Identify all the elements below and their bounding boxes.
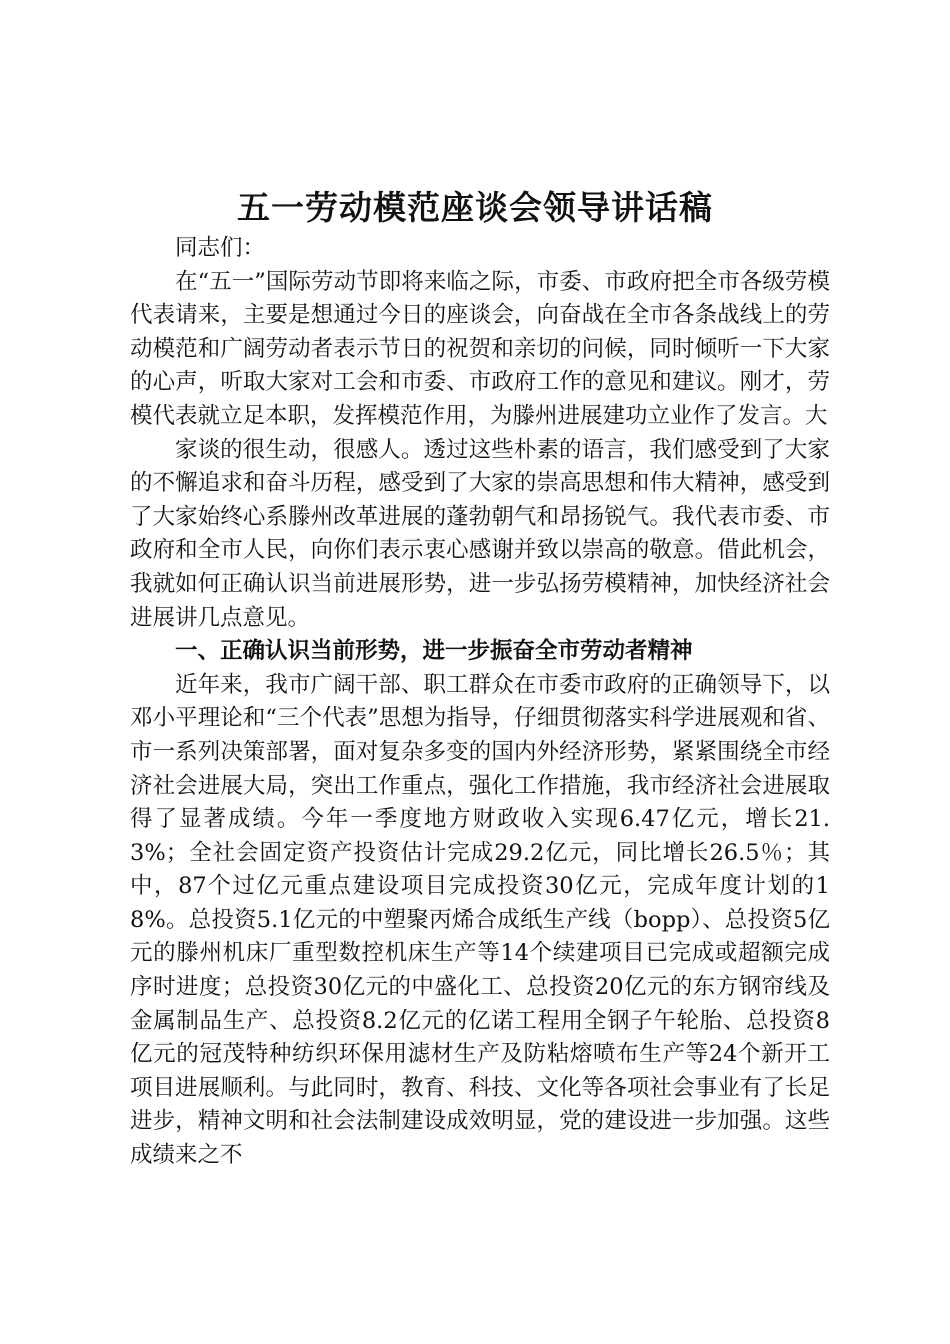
document-title: 五一劳动模范座谈会领导讲话稿 bbox=[237, 188, 713, 227]
document-body bbox=[130, 232, 830, 1173]
salutation: 同志们： bbox=[175, 235, 266, 261]
paragraph: 近年来，我市广阔干部、职工群众在市委市政府的正确领导下，以邓小平理论和“三个代表”思想为指导，仔细贯彻落实科学进展观和省、市一系列决策部署，面对复杂多变的国内外经济形势，紧紧围绕全市经济社会进展大局，突出工作重点，强化工作措施，我市经济社会进展取得了显著成绩。今年一季度地方财政收入实现6.47亿元，增长21.3%；全社会固定资产投资估计完成29.2亿元，同比增长26.5％；其中，87个过亿元重点建设项目完成投资30亿元，完成年度计划的18%。总投资5.1亿元的中塑聚丙烯合成纸生产线（bopp）、总投资5亿元的滕州机床厂重型数控机床生产等14个续建项目已完成或超额完成序时进度；总投资30亿元的中盛化工、总投资20亿元的东方钢帘线及金属制品生产、总投资8.2亿元的亿诺工程用全钢子午轮胎、总投资8亿元的冠茂特种纺织环保用滤材生产及防粘熔喷布生产等24个新开工项目进展顺利。与此同时，教育、科技、文化等各项社会事业有了长足进步，精神文明和社会法制建设成效明显，党的建设进一步加强。这些成绩来之不 bbox=[130, 671, 830, 1169]
section-heading: 一、正确认识当前形势，进一步振奋全市劳动者精神 bbox=[175, 638, 693, 665]
paragraph: 家谈的很生动，很感人。透过这些朴素的语言，我们感受到了大家的不懈追求和奋斗历程，感受到了大家的崇高思想和伟大精神，感受到了大家始终心系滕州改革进展的蓬勃朝气和昂扬锐气。我代表市委、市政府和全市人民，向你们表示衷心感谢并致以崇高的敬意。借此机会，我就如何正确认识当前进展形势，进一步弘扬劳模精神，加快经济社会进展讲几点意见。 bbox=[130, 436, 830, 631]
paragraph: 在“五一”国际劳动节即将来临之际，市委、市政府把全市各级劳模代表请来，主要是想通过今日的座谈会，向奋战在全市各条战线上的劳动模范和广阔劳动者表示节日的祝贺和亲切的问候，同时倾听一下大家的心声，听取大家对工会和市委、市政府工作的意见和建议。刚才，劳模代表就立足本职，发挥模范作用，为滕州进展建功立业作了发言。大 bbox=[130, 268, 830, 429]
